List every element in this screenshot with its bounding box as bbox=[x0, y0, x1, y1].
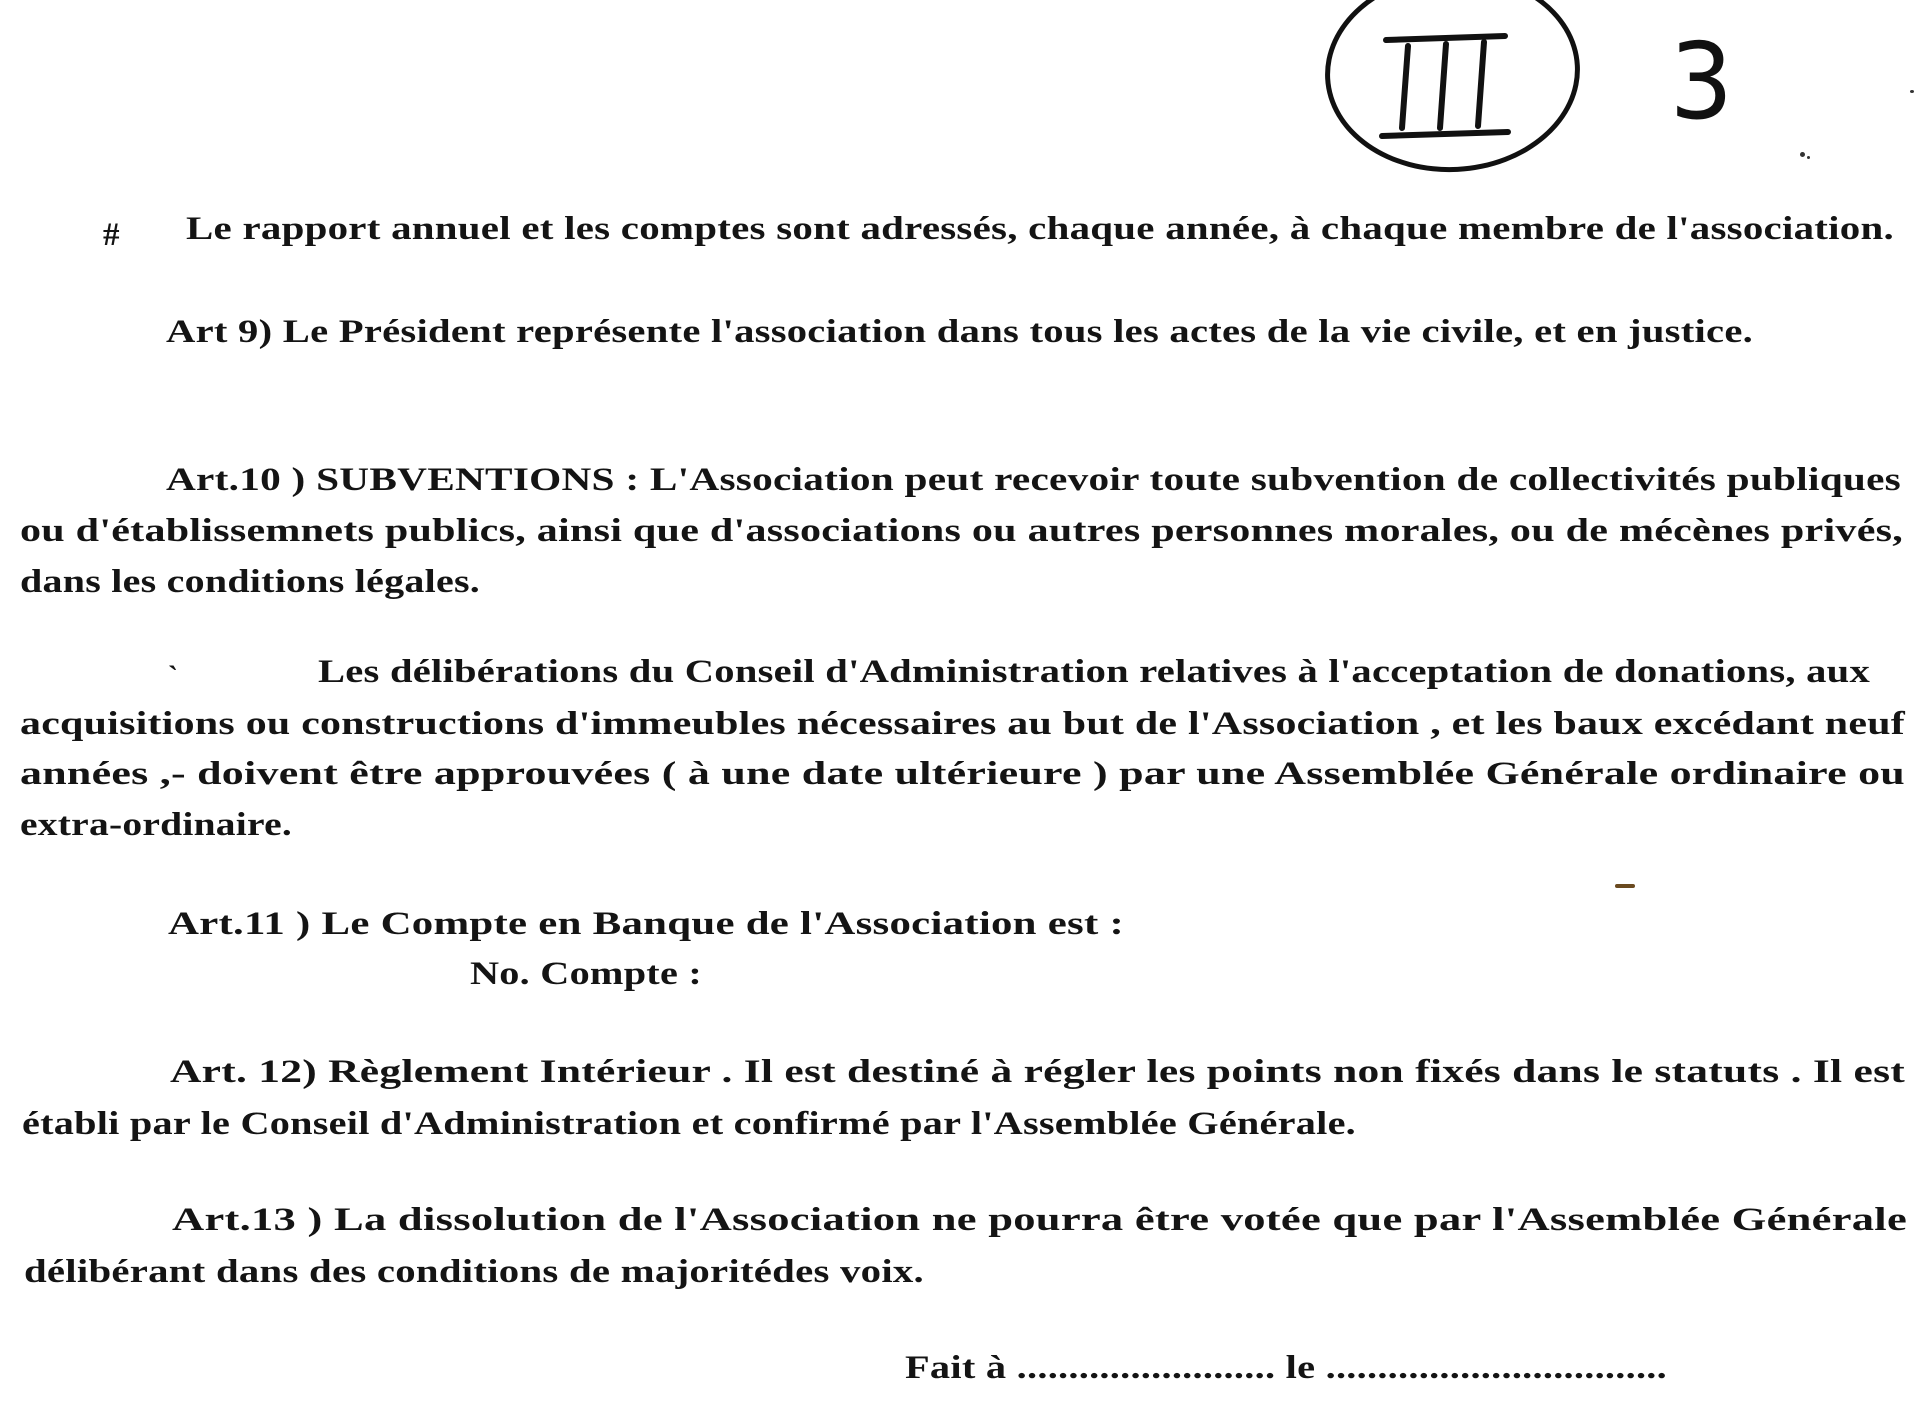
place-and-date-line: Fait à ......................... le ................................. bbox=[905, 1350, 1667, 1386]
hash-marker: # bbox=[103, 217, 120, 253]
account-number-label: No. Compte : bbox=[470, 956, 702, 992]
article-11-heading: Art.11 ) Le Compte en Banque de l'Association est : bbox=[168, 906, 1124, 942]
annual-report-sentence: Le rapport annuel et les comptes sont adressés, chaque année, à chaque membre de l'association. bbox=[186, 211, 1894, 247]
article-9: Art 9) Le Président représente l'association dans tous les actes de la vie civile, et en justice. bbox=[166, 314, 1753, 350]
deliberations-line-4: extra-ordinaire. bbox=[20, 807, 292, 843]
stray-tick-mark: ` bbox=[168, 660, 178, 693]
scan-speck bbox=[1807, 156, 1810, 159]
article-10-line-2: ou d'établissemnets publics, ainsi que d'associations ou autres personnes morales, ou de mécènes privés, bbox=[20, 513, 1903, 549]
article-10-line-1: Art.10 ) SUBVENTIONS : L'Association peut recevoir toute subvention de collectivités publiques bbox=[166, 462, 1902, 498]
article-12-line-1: Art. 12) Règlement Intérieur . Il est destiné à régler les points non fixés dans le statuts . Il est bbox=[170, 1054, 1905, 1090]
article-12-line-2: établi par le Conseil d'Administration et confirmé par l'Assemblée Générale. bbox=[22, 1106, 1356, 1142]
deliberations-line-3: années ,- doivent être approuvées ( à une date ultérieure ) par une Assemblée Générale ordinaire ou bbox=[20, 756, 1905, 792]
article-10-line-3: dans les conditions légales. bbox=[20, 564, 480, 600]
scan-speck bbox=[1800, 152, 1805, 157]
deliberations-line-2: acquisitions ou constructions d'immeubles nécessaires au but de l'Association , et les baux excédant neuf bbox=[20, 706, 1905, 742]
scan-speck bbox=[1615, 884, 1635, 888]
article-13-line-1: Art.13 ) La dissolution de l'Association ne pourra être votée que par l'Assemblée Générale bbox=[172, 1202, 1907, 1238]
handwritten-page-number: 3 bbox=[1669, 21, 1734, 143]
deliberations-line-1: Les délibérations du Conseil d'Administration relatives à l'acceptation de donations, aux bbox=[318, 654, 1870, 690]
handwritten-roman-numeral-iii bbox=[1378, 28, 1513, 146]
article-13-line-2: délibérant dans des conditions de majoritédes voix. bbox=[24, 1254, 924, 1290]
scan-speck bbox=[1910, 90, 1914, 93]
